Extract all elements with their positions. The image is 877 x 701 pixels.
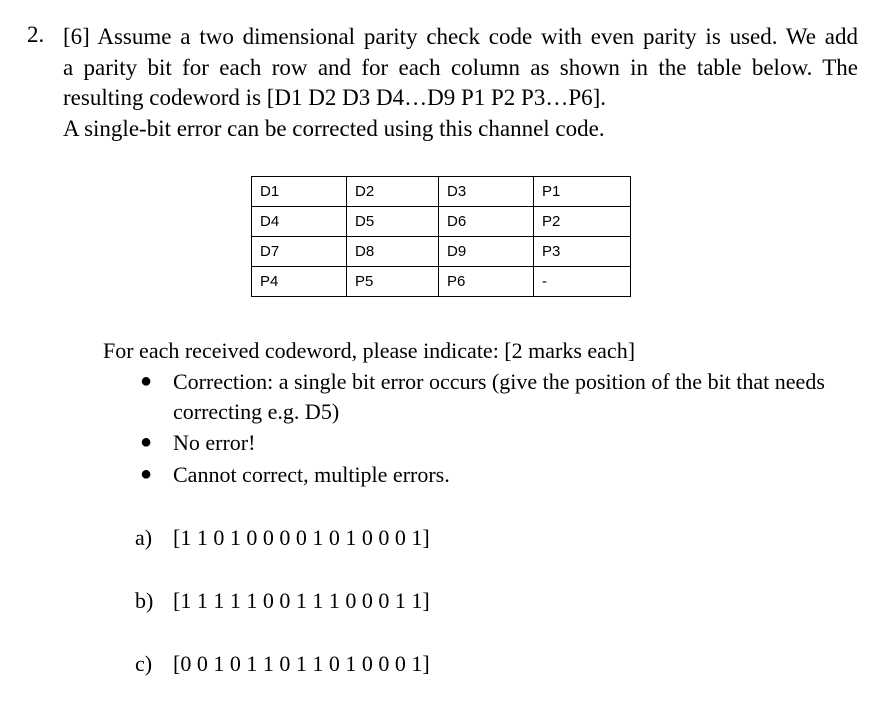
question-line-4: A single-bit error can be corrected using this channel code. <box>63 115 605 141</box>
table-row <box>252 177 631 207</box>
table-cell: - <box>534 267 631 297</box>
table-cell: P3 <box>534 237 631 267</box>
table-cell: D6 <box>439 207 534 237</box>
table-cell: D9 <box>439 237 534 267</box>
instruction-text: For each received codeword, please indicate: [2 marks each] <box>103 338 636 363</box>
table-cell: D2 <box>347 177 439 207</box>
table-cell: P1 <box>534 177 631 207</box>
list-item <box>140 367 830 426</box>
table-cell: D5 <box>347 207 439 237</box>
question-number: 2. <box>27 22 45 47</box>
part-label: a) <box>135 525 153 550</box>
part-codeword: [0 0 1 0 1 1 0 1 1 0 1 0 0 0 1] <box>173 651 430 676</box>
part-b <box>135 588 430 614</box>
table-cell: P4 <box>252 267 347 297</box>
table-cell: P5 <box>347 267 439 297</box>
question-line-3: resulting codeword is [D1 D2 D3 D4…D9 P1 P2 P3…P6]. <box>63 85 607 110</box>
question-text <box>63 22 858 144</box>
table-cell: D7 <box>252 237 347 267</box>
table-cell: D8 <box>347 237 439 267</box>
table-row <box>252 207 631 237</box>
part-label: c) <box>135 651 153 676</box>
option-text: Cannot correct, multiple errors. <box>173 461 450 487</box>
table-cell: D3 <box>439 177 534 207</box>
option-list <box>140 367 830 491</box>
part-label: b) <box>135 588 154 613</box>
option-text: No error! <box>173 430 256 455</box>
list-item <box>140 460 830 490</box>
table-cell: P6 <box>439 267 534 297</box>
part-a <box>135 525 430 551</box>
table-row <box>252 267 631 297</box>
part-codeword: [1 1 0 1 0 0 0 0 1 0 1 0 0 0 1] <box>173 525 430 550</box>
table-row <box>252 237 631 267</box>
table-cell: D4 <box>252 207 347 237</box>
option-text: Correction: a single bit error occurs (give the position of the bit that needs correcting e.g. D5) <box>173 369 825 424</box>
bullet-icon: ● <box>140 370 153 392</box>
table-cell: D1 <box>252 177 347 207</box>
parity-table <box>251 176 631 297</box>
question-line-2: a parity bit for each row and for each column as shown in the table below. The <box>63 54 858 80</box>
part-c <box>135 651 430 677</box>
bullet-icon: ● <box>140 462 153 485</box>
list-item <box>140 428 830 458</box>
bullet-icon: ● <box>140 431 153 453</box>
question-line-1: [6] Assume a two dimensional parity check code with even parity is used. We add <box>63 24 858 49</box>
part-codeword: [1 1 1 1 1 0 0 1 1 1 0 0 0 1 1] <box>173 588 430 613</box>
table-cell: P2 <box>534 207 631 237</box>
